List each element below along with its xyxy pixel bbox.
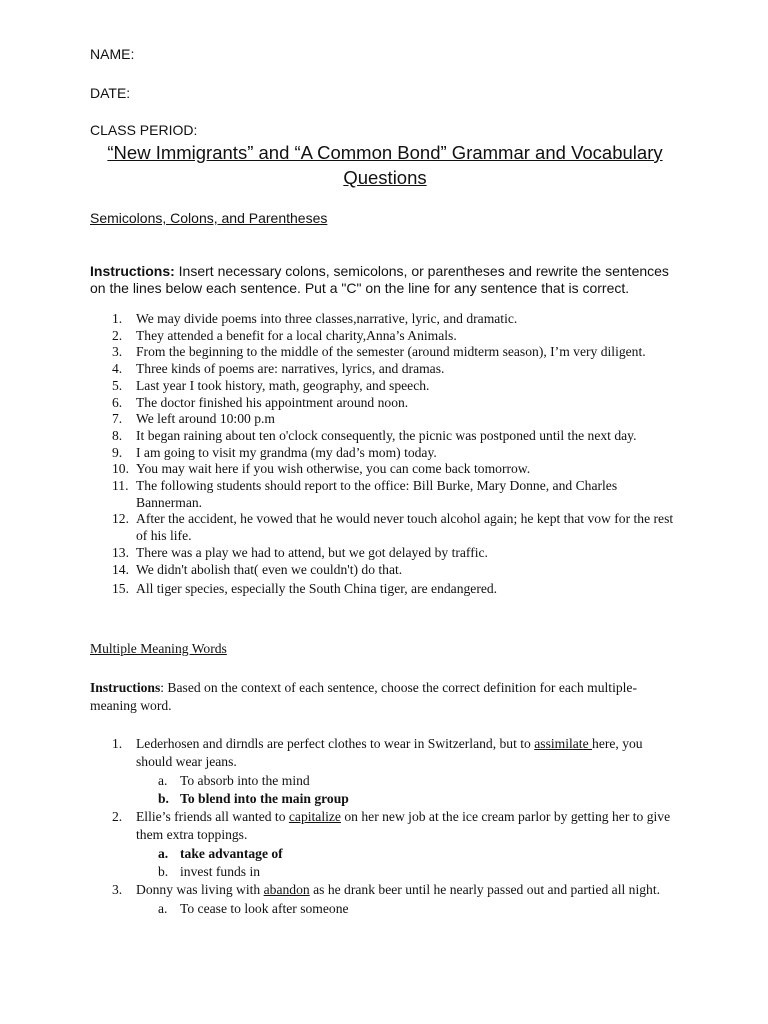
list-item: 11. The following students should report to the office: Bill Burke, Mary Donne, and Charles Bannerman. xyxy=(112,478,618,510)
list-item: 7. We left around 10:00 p.m xyxy=(112,411,275,427)
list-item: 6. The doctor finished his appointment around noon. xyxy=(112,394,409,410)
list-item: 12. After the accident, he vowed that he would never touch alcohol again; he kept that vow for the rest of his life. xyxy=(112,511,674,544)
list-item: 3. From the beginning to the middle of the semester (around midterm season), I’m very diligent. xyxy=(112,344,646,360)
section-heading-multiple-meaning: Multiple Meaning Words xyxy=(90,641,227,656)
name-label: NAME: xyxy=(90,46,135,62)
target-word: abandon xyxy=(263,882,310,898)
instructions-label: Instructions: xyxy=(90,263,175,279)
instructions-punctuation xyxy=(90,263,680,297)
list-item: 1. We may divide poems into three classes,narrative, lyric, and dramatic. xyxy=(112,311,518,326)
list-item: 10. You may wait here if you wish otherwise, you can come back tomorrow. xyxy=(112,461,531,477)
class-period-label: CLASS PERIOD: xyxy=(90,122,198,138)
instructions-text: Insert necessary colons, semicolons, or parentheses and rewrite the sentences on the lines below each sentence. Put a "C" on the line for any sentence that is correct. xyxy=(90,263,669,296)
list-item: 14. We didn't abolish that( even we couldn't) do that. xyxy=(112,561,403,577)
answer-option: a. To cease to look after someone xyxy=(158,900,349,916)
target-word: assimilate xyxy=(534,736,593,751)
page-title: “New Immigrants” and “A Common Bond” Grammar and Vocabulary Questions xyxy=(107,142,663,188)
list-item: 3. Donny was living with abandon as he drank beer until he nearly passed out and partied all night. xyxy=(112,882,661,898)
instructions-text: : Based on the context of each sentence, choose the correct definition for each multiple-meaning word. xyxy=(90,680,637,713)
list-item: 9. I am going to visit my grandma (my dad’s mom) today. xyxy=(112,444,437,460)
list-item: 2. Ellie’s friends all wanted to capitalize on her new job at the ice cream parlor by getting her to give them extra toppings. xyxy=(112,809,671,843)
instructions-multiple-meaning xyxy=(90,679,680,715)
target-word: capitalize xyxy=(288,809,341,825)
instructions-label: Instructions xyxy=(90,680,161,695)
multiple-meaning-question-list xyxy=(90,735,680,918)
section-heading-punctuation: Semicolons, Colons, and Parentheses xyxy=(90,210,328,226)
list-item: 5. Last year I took history, math, geography, and speech. xyxy=(112,377,430,393)
list-item: 1. Lederhosen and dirndls are perfect clothes to wear in Switzerland, but to assimilate here, you should wear jeans. xyxy=(112,736,643,770)
punctuation-question-list xyxy=(90,311,680,598)
answer-option: b. invest funds in xyxy=(158,864,261,880)
list-item: 2. They attended a benefit for a local charity,Anna’s Animals. xyxy=(112,327,457,343)
list-item: 13. There was a play we had to attend, but we got delayed by traffic. xyxy=(112,544,488,560)
list-item: 4. Three kinds of poems are: narratives, lyrics, and dramas. xyxy=(112,361,445,377)
answer-option-selected: a. take advantage of xyxy=(158,845,283,861)
list-item: 15. All tiger species, especially the South China tiger, are endangered. xyxy=(112,581,498,597)
list-item: 8. It began raining about ten o'clock consequently, the picnic was postponed until the next day. xyxy=(112,427,637,443)
answer-option: a. To absorb into the mind xyxy=(158,772,310,788)
answer-option-selected: b. To blend into the main group xyxy=(158,790,349,806)
date-label: DATE: xyxy=(90,85,131,101)
